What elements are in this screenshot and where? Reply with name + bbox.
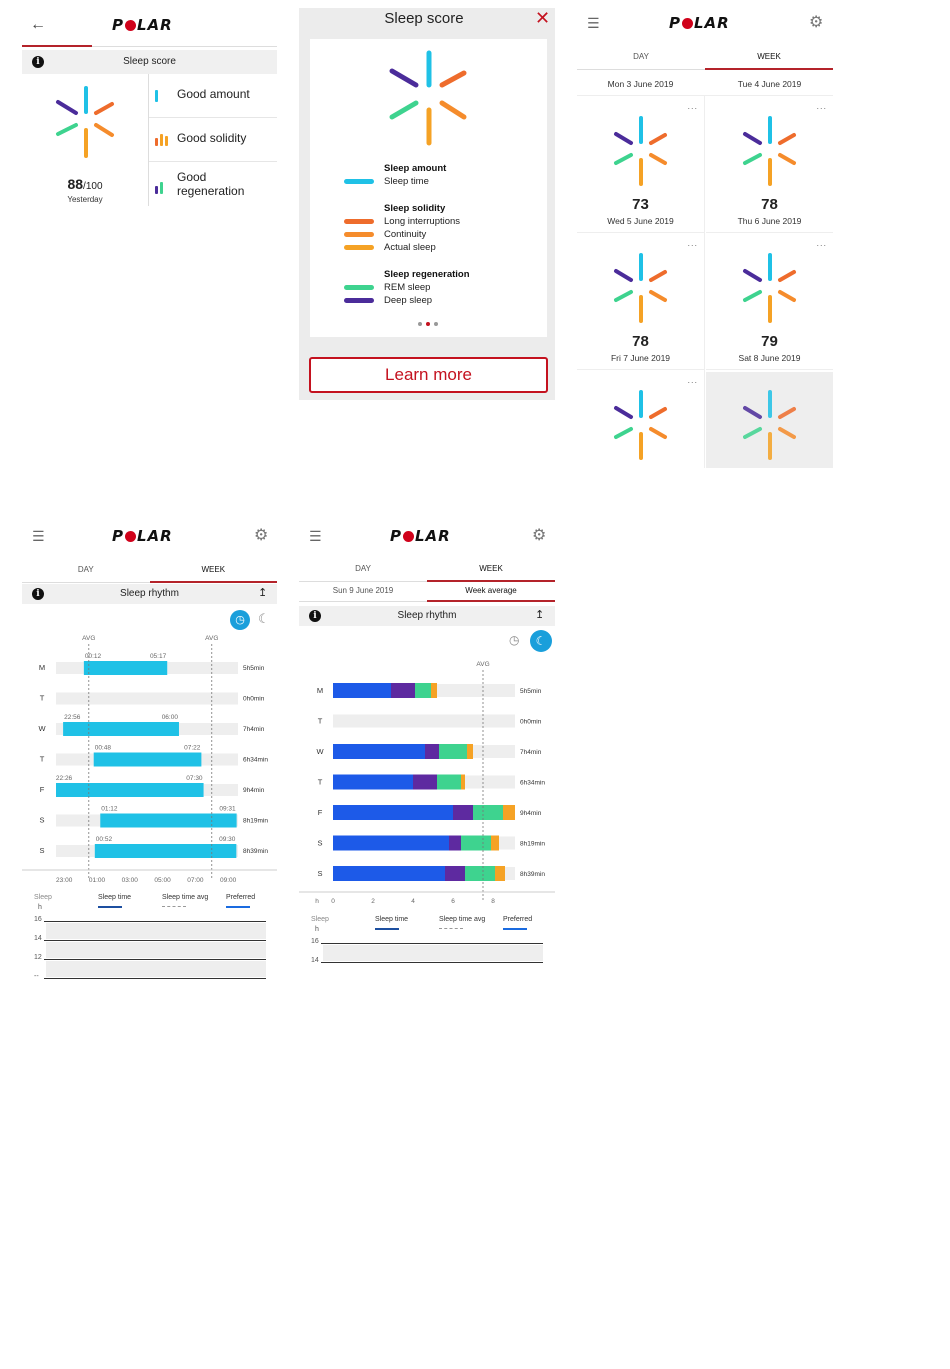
start-time: 22:56 (64, 714, 81, 721)
grid-line (44, 921, 266, 922)
stage-segment (445, 866, 465, 881)
export-icon[interactable]: ↥ (258, 587, 268, 599)
day-label: S (39, 815, 45, 825)
stage-segment (461, 775, 465, 790)
score-card[interactable] (706, 372, 833, 468)
polar-logo: P LAR (390, 527, 451, 545)
day-label: M (38, 663, 46, 672)
sleep-rhythm-header (22, 584, 277, 604)
x-tick-label: 09:00 (220, 877, 237, 884)
date-tue: Tue 4 June 2019 (737, 79, 802, 89)
score-item (149, 118, 277, 162)
sleep-rhythm-chart (22, 632, 277, 888)
x-tick-label: 23:00 (56, 877, 73, 884)
sleep-score-star-icon (606, 249, 676, 329)
polar-logo: P LAR (112, 16, 173, 34)
x-tick-label: 03:00 (121, 877, 138, 884)
back-arrow-icon[interactable]: ← (30, 16, 46, 33)
legend (344, 163, 544, 313)
day-label: T (317, 777, 323, 787)
legend-swatch (344, 232, 374, 237)
pager-dots[interactable] (418, 322, 442, 328)
duration-label: 0h0min (243, 695, 265, 703)
stage-segment (495, 866, 505, 881)
x-tick-label: 01:00 (88, 877, 106, 884)
y-tick-label: 16 (311, 938, 319, 945)
stage-segment (461, 836, 491, 851)
day-label: F (39, 785, 45, 794)
day-label: W (316, 747, 324, 756)
sleep-score-info-dialog (299, 8, 555, 400)
legend-line-preferred (503, 928, 527, 930)
avg-label: AVG (476, 661, 490, 668)
tab-indicator (22, 45, 92, 47)
sleep-bar (100, 814, 236, 828)
export-icon[interactable]: ↥ (535, 609, 545, 621)
score-card[interactable] (706, 235, 833, 370)
row-background (333, 715, 515, 728)
grid-line (321, 943, 543, 944)
sleep-bar (95, 844, 237, 858)
header-title: Sleep rhythm (120, 588, 179, 599)
sleep-score-star-icon (382, 45, 476, 151)
legend-line-preferred (226, 906, 250, 908)
avg-label: AVG (205, 635, 219, 642)
tab-bar (22, 557, 277, 583)
score-item (149, 74, 277, 118)
regeneration-bars-icon (155, 180, 175, 194)
legend-label: Actual sleep (384, 242, 436, 253)
day-label: M (316, 686, 324, 695)
gear-icon[interactable]: ⚙ (809, 14, 824, 31)
score-card[interactable] (706, 98, 833, 233)
card-date: Sat 8 June 2019 (738, 353, 801, 363)
x-tick-label: 0 (331, 898, 335, 905)
legend-sleep-avg: Sleep time avg (439, 916, 486, 923)
tab-week[interactable]: WEEK (427, 556, 555, 582)
card-score: 79 (761, 333, 778, 350)
day-label: S (317, 869, 323, 878)
chart-legend (299, 914, 555, 982)
legend-line-sleep-time (98, 906, 122, 908)
sleep-week-cards-screen (577, 8, 833, 468)
day-label: S (317, 838, 323, 848)
tab-day[interactable]: DAY (299, 556, 427, 582)
tab-week[interactable]: WEEK (150, 557, 278, 583)
stage-segment (413, 775, 437, 790)
view-toggle-moon-icon[interactable]: ☾ (258, 611, 270, 626)
duration-label: 6h34min (243, 756, 268, 764)
y-tick-label: -- (34, 973, 39, 980)
end-time: 09:31 (219, 805, 236, 813)
card-date: Fri 7 June 2019 (610, 353, 671, 363)
polar-logo: P LAR (669, 14, 730, 32)
x-unit-label: h (315, 898, 319, 905)
stage-segment (431, 683, 437, 698)
tab-bar (299, 556, 555, 582)
score-item-label: Good regeneration (177, 170, 245, 198)
menu-icon[interactable]: ☰ (32, 528, 45, 544)
sleep-score-star-icon (50, 80, 122, 162)
sleep-score-star-icon (735, 386, 805, 466)
y-tick-label: 16 (34, 916, 42, 923)
day-label: S (39, 846, 45, 855)
start-time: 00:12 (84, 653, 102, 660)
sleep-stage-chart (299, 656, 555, 910)
sleep-bar (63, 722, 179, 736)
dialog-title: Sleep score (384, 10, 464, 27)
tab-bar (577, 44, 833, 70)
x-tick-label: 07:00 (187, 877, 204, 884)
legend-unit-label: h (38, 904, 42, 911)
grid-band (46, 961, 266, 977)
sleep-rhythm-header (299, 606, 555, 626)
sleep-score-header (22, 50, 277, 74)
start-time: 00:52 (95, 836, 113, 843)
stage-segment (453, 805, 473, 820)
stage-segment (473, 805, 503, 820)
duration-label: 8h19min (243, 817, 268, 825)
legend-swatch (344, 179, 374, 184)
day-label: T (317, 716, 323, 726)
legend-swatch (344, 298, 374, 303)
avg-label: AVG (82, 635, 96, 642)
duration-label: 0h0min (520, 718, 542, 726)
more-icon[interactable]: ... (816, 238, 827, 248)
score-item-label: Good amount (177, 87, 250, 101)
gear-icon[interactable]: ⚙ (532, 527, 547, 544)
x-tick-label: 05:00 (154, 877, 171, 884)
legend-line-sleep-avg (439, 928, 463, 929)
legend-sleep-time: Sleep time (98, 894, 132, 901)
sleep-bar (56, 783, 204, 797)
duration-label: 8h39min (520, 871, 545, 878)
start-time: 22:26 (55, 775, 73, 782)
legend-sleep-avg: Sleep time avg (162, 894, 209, 901)
stage-segment (449, 836, 461, 851)
score-item (149, 162, 277, 206)
info-icon[interactable]: i (309, 610, 321, 622)
stage-segment (333, 744, 425, 759)
duration-label: 5h5min (243, 665, 265, 672)
dialog-card (310, 39, 547, 337)
chart-legend (22, 892, 277, 982)
legend-swatch (344, 219, 374, 224)
sleep-score-star-icon (606, 112, 676, 192)
legend-preferred: Preferred (503, 916, 533, 923)
duration-label: 8h39min (243, 848, 268, 855)
legend-line-sleep-avg (162, 906, 186, 907)
legend-heading: Sleep amount (384, 163, 447, 174)
legend-label: Long interruptions (384, 216, 461, 227)
y-tick-label: 14 (34, 935, 42, 942)
x-tick-label: 6 (451, 898, 455, 905)
duration-label: 7h4min (520, 749, 542, 756)
duration-label: 7h4min (243, 726, 265, 733)
score-card[interactable] (577, 235, 704, 370)
info-icon[interactable]: i (32, 588, 44, 600)
stage-segment (439, 744, 467, 759)
card-date: Wed 5 June 2019 (607, 216, 674, 226)
menu-icon[interactable]: ☰ (309, 528, 322, 544)
more-icon[interactable]: ... (816, 101, 827, 111)
stage-segment (391, 683, 415, 698)
stage-segment (333, 866, 445, 881)
card-score: 78 (761, 196, 778, 213)
x-tick-label: 4 (411, 898, 415, 905)
grid-line (44, 978, 266, 979)
sleep-bar (94, 753, 202, 767)
legend-label: Sleep time (384, 176, 429, 187)
header-title: Sleep rhythm (397, 610, 457, 621)
x-tick-label: 2 (371, 898, 375, 905)
stage-segment (333, 683, 391, 698)
grid-band (46, 923, 266, 939)
close-icon[interactable]: ✕ (535, 8, 551, 28)
more-icon[interactable]: ... (687, 238, 698, 248)
header-title: Sleep score (123, 56, 176, 67)
view-toggle-clock-icon[interactable]: ◷ (230, 610, 250, 630)
sleep-score-screen (22, 8, 277, 213)
score-item-label: Good solidity (177, 131, 247, 145)
legend-heading: Sleep solidity (384, 203, 446, 214)
tab-day[interactable]: DAY (577, 44, 705, 70)
gear-icon[interactable]: ⚙ (254, 527, 269, 544)
more-icon[interactable]: ... (687, 375, 698, 385)
end-time: 09:30 (219, 836, 236, 843)
sleep-bar (84, 661, 167, 675)
tab-sun-9-june[interactable]: Sun 9 June 2019 (299, 580, 427, 602)
y-tick-label: 14 (311, 957, 319, 964)
amount-bar-icon (155, 88, 175, 102)
sleep-score-star-icon (735, 249, 805, 329)
stage-segment (491, 836, 499, 851)
learn-more-button[interactable]: Learn more (309, 357, 548, 393)
sleep-score-star-icon (606, 386, 676, 466)
tab-week[interactable]: WEEK (705, 44, 833, 70)
grid-band (323, 945, 543, 961)
legend-label: REM sleep (384, 282, 431, 293)
duration-label: 8h19min (520, 840, 545, 848)
grid-band (46, 942, 266, 958)
tab-divider (92, 46, 277, 47)
legend-label: Continuity (384, 229, 427, 240)
card-date: Thu 6 June 2019 (737, 216, 802, 226)
duration-label: 6h34min (520, 779, 545, 787)
card-score: 78 (632, 333, 649, 350)
legend-swatch (344, 245, 374, 250)
sleep-rhythm-screen (22, 522, 277, 982)
legend-axis-label: Sleep (34, 894, 52, 901)
legend-line-sleep-time (375, 928, 399, 930)
sleep-rhythm-average-screen (299, 522, 555, 982)
tab-day[interactable]: DAY (22, 557, 150, 583)
day-label: F (317, 808, 323, 817)
stage-segment (333, 805, 453, 820)
sub-tab-bar (299, 580, 555, 602)
grid-line (321, 962, 543, 963)
polar-logo: P LAR (112, 527, 173, 545)
score-caption: Yesterday (67, 195, 103, 204)
grid-line (44, 940, 266, 941)
day-label: W (38, 724, 46, 733)
start-time: 00:48 (94, 744, 111, 752)
legend-unit-label: h (315, 926, 319, 933)
legend-preferred: Preferred (226, 894, 256, 901)
solidity-bars-icon (155, 132, 175, 146)
x-tick-label: 8 (491, 898, 495, 905)
stage-segment (465, 866, 495, 881)
day-label: T (39, 754, 45, 764)
more-icon[interactable]: ... (687, 101, 698, 111)
score-cards (577, 96, 833, 468)
legend-swatch (344, 285, 374, 290)
legend-heading: Sleep regeneration (384, 269, 470, 280)
tab-week-average[interactable]: Week average (427, 580, 555, 602)
score-items (149, 74, 277, 206)
duration-label: 9h4min (520, 810, 542, 817)
y-tick-label: 12 (34, 954, 42, 961)
menu-icon[interactable]: ☰ (587, 15, 600, 31)
score-card[interactable] (577, 98, 704, 233)
card-score: 73 (632, 196, 649, 213)
sleep-score-star-icon (735, 112, 805, 192)
view-toggle-clock-icon[interactable]: ◷ (509, 633, 520, 647)
info-icon[interactable]: i (32, 56, 44, 68)
legend-sleep-time: Sleep time (375, 916, 409, 923)
view-toggle-moon-icon[interactable]: ☾ (530, 630, 552, 652)
stage-segment (333, 775, 413, 790)
legend-label: Deep sleep (384, 295, 433, 306)
stage-segment (503, 805, 515, 820)
end-time: 05:17 (149, 653, 167, 660)
stage-segment (415, 683, 431, 698)
end-time: 07:22 (184, 744, 201, 752)
stage-segment (425, 744, 439, 759)
score-card[interactable] (577, 372, 704, 468)
stage-segment (333, 836, 449, 851)
end-time: 07:30 (186, 775, 203, 782)
stage-segment (467, 744, 473, 759)
start-time: 01:12 (101, 805, 118, 813)
duration-label: 5h5min (520, 688, 542, 695)
duration-label: 9h4min (243, 787, 265, 794)
score-value: 88/100 (67, 176, 103, 192)
stage-segment (437, 775, 461, 790)
end-time: 06:00 (161, 714, 178, 721)
legend-axis-label: Sleep (311, 916, 329, 923)
row-background (56, 693, 238, 705)
day-label: T (39, 693, 45, 703)
date-mon: Mon 3 June 2019 (607, 79, 674, 89)
grid-line (44, 959, 266, 960)
